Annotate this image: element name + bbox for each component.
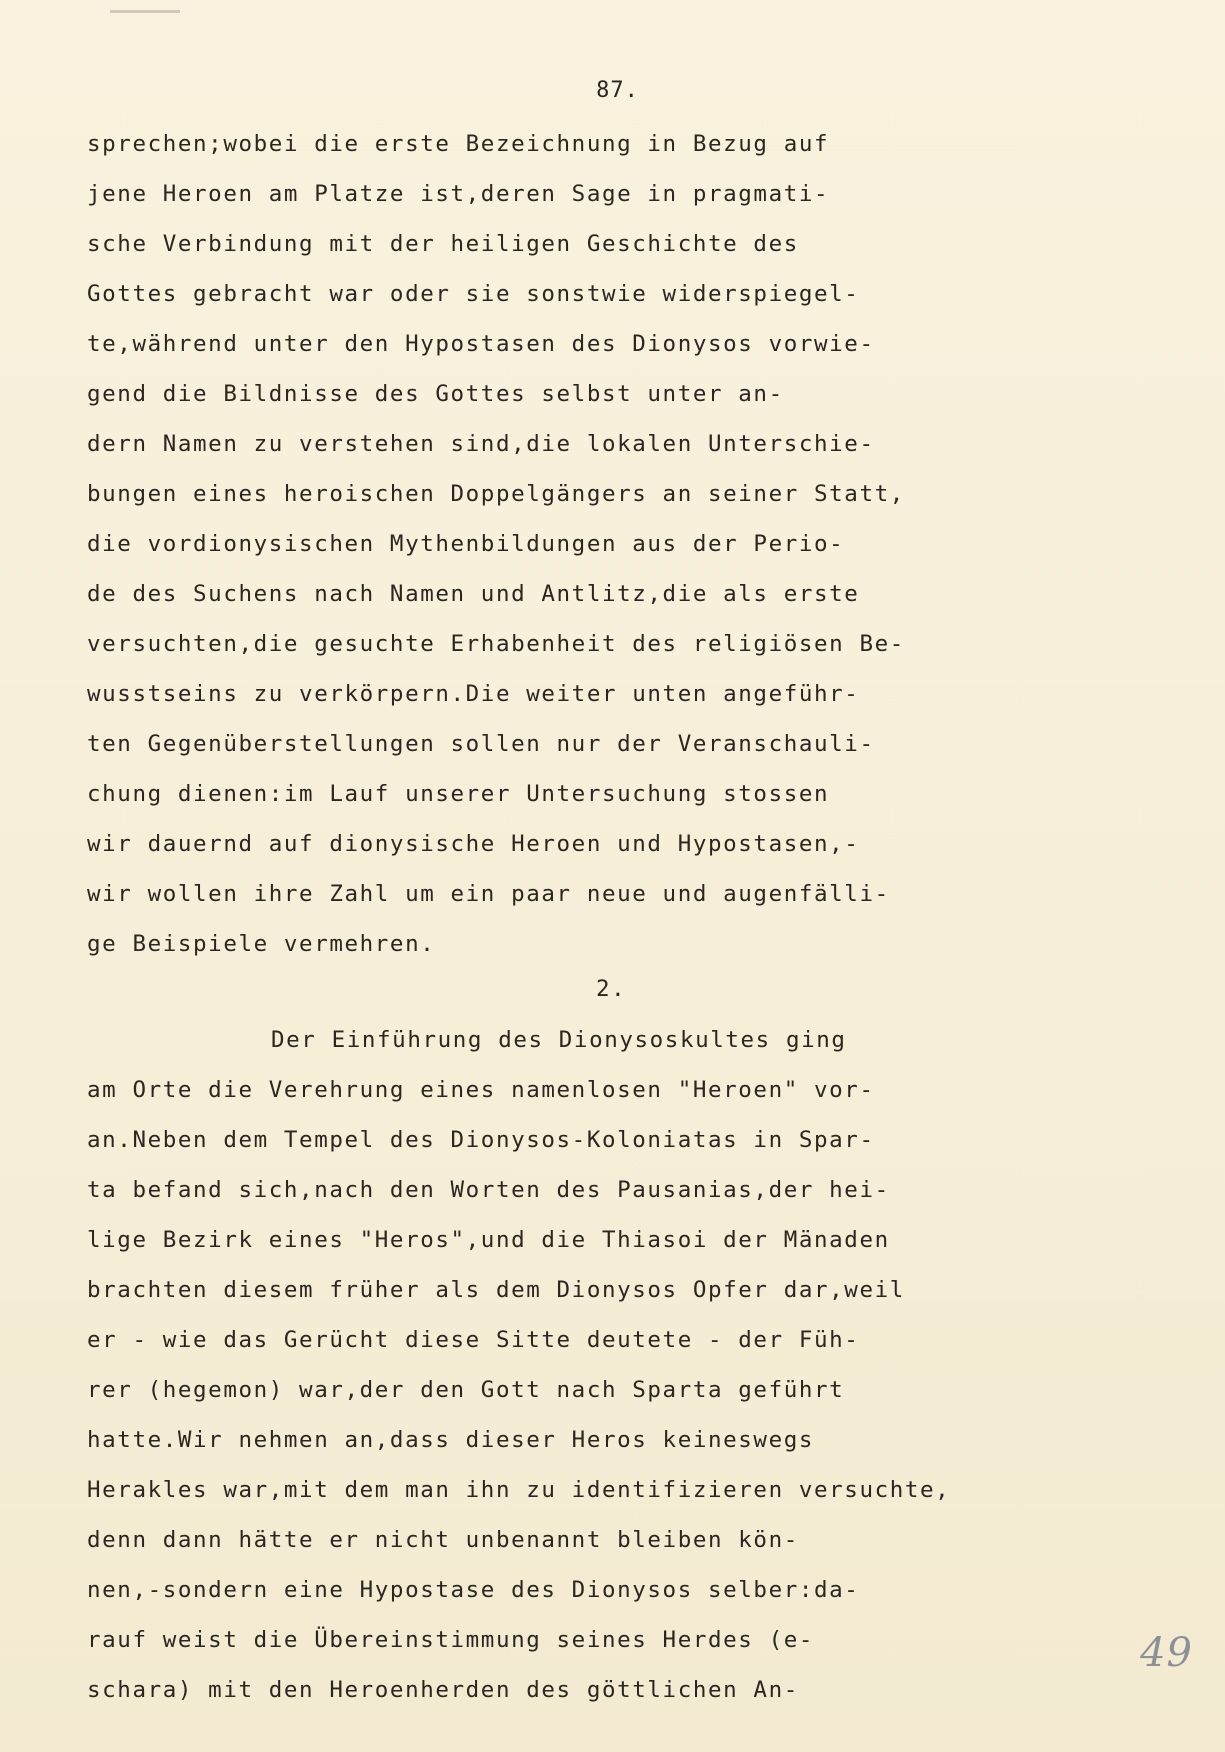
text-line: am Orte die Verehrung eines namenlosen "Heroen" vor- — [87, 1077, 875, 1103]
text-line: ten Gegenüberstellungen sollen nur der Veranschauli- — [87, 731, 875, 757]
text-line: de des Suchens nach Namen und Antlitz,die als erste — [87, 581, 860, 607]
text-line: die vordionysischen Mythenbildungen aus der Perio- — [87, 531, 845, 557]
text-line: denn dann hätte er nicht unbenannt bleiben kön- — [87, 1527, 799, 1553]
text-line: te,während unter den Hypostasen des Dionysos vorwie- — [87, 331, 875, 357]
text-line: ge Beispiele vermehren. — [87, 931, 436, 957]
text-line: Herakles war,mit dem man ihn zu identifizieren versuchte, — [87, 1477, 951, 1503]
text-line: dern Namen zu verstehen sind,die lokalen Unterschie- — [87, 431, 875, 457]
text-line: bungen eines heroischen Doppelgängers an seiner Statt, — [87, 481, 905, 507]
text-line: chung dienen:im Lauf unserer Untersuchung stossen — [87, 781, 830, 807]
text-line: nen,-sondern eine Hypostase des Dionysos selber:da- — [87, 1577, 860, 1603]
text-line: schara) mit den Heroenherden des göttlichen An- — [87, 1677, 799, 1703]
text-line: ta befand sich,nach den Worten des Pausanias,der hei- — [87, 1177, 890, 1203]
paper-mark — [110, 10, 180, 13]
text-line: Gottes gebracht war oder sie sonstwie widerspiegel- — [87, 281, 860, 307]
text-line: jene Heroen am Platze ist,deren Sage in pragmati- — [87, 181, 830, 207]
text-line: gend die Bildnisse des Gottes selbst unter an- — [87, 381, 784, 407]
text-line: wir dauernd auf dionysische Heroen und Hypostasen,- — [87, 831, 860, 857]
text-line: wusstseins zu verkörpern.Die weiter unten angeführ- — [87, 681, 860, 707]
text-line: versuchten,die gesuchte Erhabenheit des religiösen Be- — [87, 631, 905, 657]
text-line: an.Neben dem Tempel des Dionysos-Koloniatas in Spar- — [87, 1127, 875, 1153]
text-line: er - wie das Gerücht diese Sitte deutete - der Füh- — [87, 1327, 860, 1353]
text-line: sprechen;wobei die erste Bezeichnung in Bezug auf — [87, 131, 830, 157]
page-number: 87. — [596, 78, 639, 103]
text-line: Der Einführung des Dionysoskultes ging — [271, 1027, 847, 1053]
archive-number: 49 — [1140, 1630, 1193, 1676]
text-line: brachten diesem früher als dem Dionysos Opfer dar,weil — [87, 1277, 905, 1303]
text-line: rer (hegemon) war,der den Gott nach Sparta geführt — [87, 1377, 845, 1403]
text-line: lige Bezirk eines "Heros",und die Thiasoi der Mänaden — [87, 1227, 890, 1253]
text-line: sche Verbindung mit der heiligen Geschichte des — [87, 231, 799, 257]
text-line: hatte.Wir nehmen an,dass dieser Heros keineswegs — [87, 1427, 815, 1453]
text-line: wir wollen ihre Zahl um ein paar neue und augenfälli- — [87, 881, 890, 907]
section-number: 2. — [596, 976, 627, 1002]
text-line: rauf weist die Übereinstimmung seines Herdes (e- — [87, 1627, 815, 1653]
